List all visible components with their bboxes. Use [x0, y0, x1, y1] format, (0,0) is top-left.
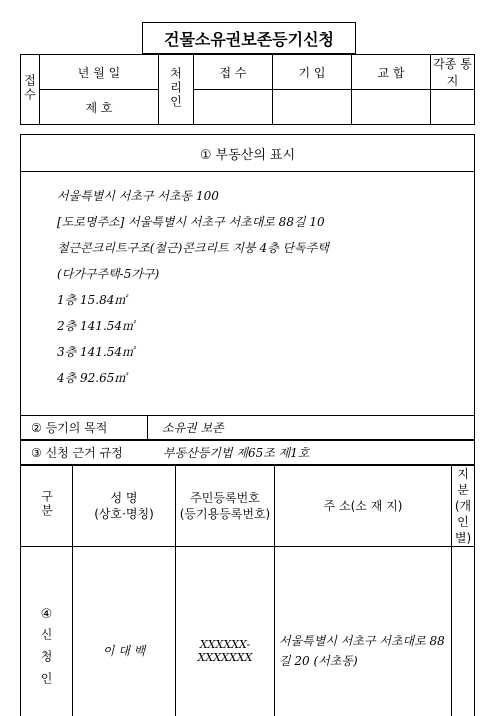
receipt-label: 접수: [21, 55, 40, 125]
receipt-number: 제 호: [40, 90, 159, 125]
property-line: 철근콘크리트구조(철근)콘크리트 지붕 4층 단독주택: [57, 235, 474, 261]
process-label: 처리인: [159, 55, 194, 125]
purpose-row: [20, 415, 475, 440]
property-line: 서울특별시 서초구 서초동 100: [57, 183, 474, 209]
purpose-label: ② 등기의 목적: [21, 416, 148, 439]
property-line: 2층 141.54㎡: [57, 313, 474, 339]
col-entry: 기 입: [273, 55, 352, 90]
col-notice: 각종 통지: [431, 55, 475, 90]
property-line: (다가구주택-5가구): [57, 261, 474, 287]
basis-value: 부동산등기법 제65조 제1호: [159, 441, 309, 464]
header-address: 주 소(소 재 지): [275, 466, 452, 547]
property-line: 1층 15.84㎡: [57, 287, 474, 313]
property-line: 3층 141.54㎡: [57, 339, 474, 365]
form-title: 건물소유권보존등기신청: [142, 22, 356, 54]
applicant-table: [20, 465, 475, 716]
purpose-value: 소유권 보존: [148, 416, 224, 439]
applicant-name: 이 대 백: [73, 547, 176, 716]
cell-entry: [273, 90, 352, 125]
col-check: 교 합: [352, 55, 431, 90]
property-section: [20, 134, 475, 416]
header-reg: 주민등록번호 (등기용등록번호): [176, 466, 275, 547]
receipt-table: [20, 54, 475, 125]
cell-receipt: [194, 90, 273, 125]
property-section-header: ① 부동산의 표시: [21, 135, 474, 172]
applicant-address: 서울특별시 서초구 서초대로 88길 20 (서초동): [275, 547, 452, 716]
basis-row: [20, 440, 475, 465]
receipt-date: 년 월 일: [40, 55, 159, 90]
property-line: 4층 92.65㎡: [57, 365, 474, 391]
header-share: 지 분 (개인별): [452, 466, 475, 547]
header-name: 성 명 (상호·명칭): [73, 466, 176, 547]
header-category: 구분: [21, 466, 73, 547]
col-receipt: 접 수: [194, 55, 273, 90]
basis-label: ③ 신청 근거 규정: [21, 441, 159, 464]
cell-notice: [431, 90, 475, 125]
property-description: [21, 172, 474, 391]
applicant-row-label: ④ 신청인: [21, 547, 73, 716]
property-line: [도로명주소] 서울특별시 서초구 서초대로 88길 10: [57, 209, 474, 235]
cell-check: [352, 90, 431, 125]
applicant-reg-no: XXXXXX-XXXXXXX: [176, 547, 275, 716]
